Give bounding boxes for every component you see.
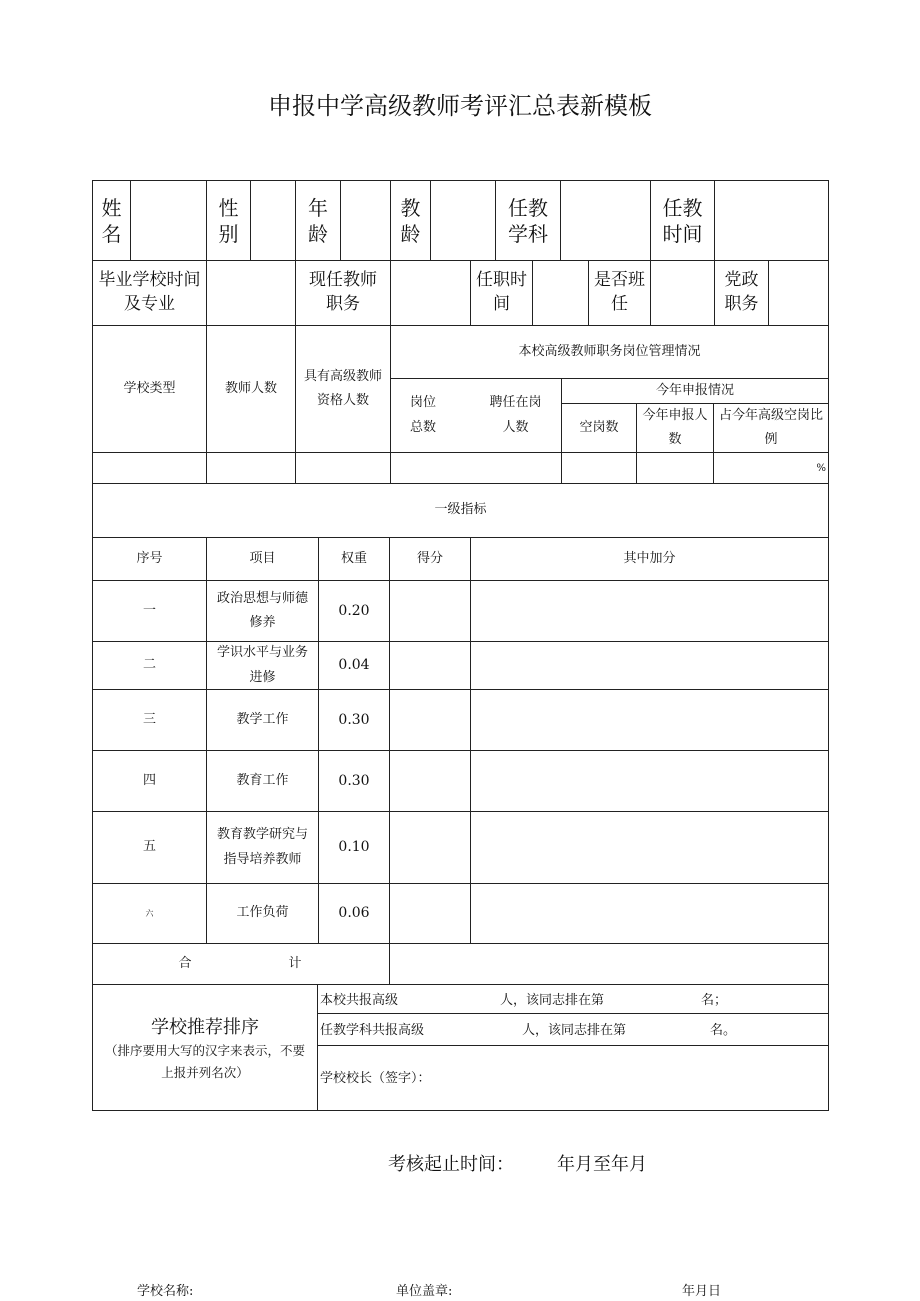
field-teach-time[interactable] bbox=[715, 181, 828, 260]
row-no: 六 bbox=[145, 908, 154, 918]
row-weight: 0.06 bbox=[338, 905, 370, 921]
row-score-field[interactable] bbox=[390, 642, 470, 689]
total-field[interactable] bbox=[390, 944, 828, 984]
label-school-type: 学校类型 bbox=[123, 380, 176, 396]
field-subject[interactable] bbox=[561, 181, 650, 260]
recommend-title: 学校推荐排序 bbox=[151, 1017, 259, 1038]
row-item: 工作负荷 bbox=[236, 905, 289, 921]
label-employed: 聘任在岗 人数 bbox=[489, 395, 542, 435]
col-no: 序号 bbox=[136, 550, 163, 566]
label-gender: 性 别 bbox=[218, 195, 239, 246]
period-label: 考核起止时间： bbox=[388, 1154, 514, 1175]
row-score-field[interactable] bbox=[390, 751, 470, 811]
row-item: 教学工作 bbox=[236, 711, 289, 727]
row-no: 五 bbox=[142, 839, 156, 855]
label-applicants: 今年申报人 数 bbox=[642, 407, 708, 447]
row-bonus-field[interactable] bbox=[471, 581, 828, 641]
line1-part-a: 本校共报高级 bbox=[320, 993, 399, 1008]
principal-signature-field[interactable] bbox=[480, 1060, 820, 1100]
field-appoint-time[interactable] bbox=[533, 261, 588, 325]
col-weight: 权重 bbox=[340, 550, 367, 566]
row-item: 学识水平与业务 进修 bbox=[216, 645, 308, 685]
row-weight: 0.30 bbox=[338, 711, 370, 728]
footer-school-name: 学校名称: bbox=[137, 1284, 194, 1299]
line2-part-c: 名。 bbox=[710, 1023, 737, 1038]
field-age[interactable] bbox=[341, 181, 390, 260]
label-class-teacher: 是否班 任 bbox=[594, 270, 645, 314]
percent-sign: % bbox=[816, 462, 826, 474]
col-item: 项目 bbox=[249, 550, 276, 566]
field-school-major[interactable] bbox=[207, 261, 295, 325]
label-appoint-time: 任职时 间 bbox=[476, 270, 527, 314]
field-name[interactable] bbox=[131, 181, 206, 260]
label-vacant: 空岗数 bbox=[579, 419, 619, 435]
row-bonus-field[interactable] bbox=[471, 642, 828, 689]
row-bonus-field[interactable] bbox=[471, 751, 828, 811]
total-label-b: 计 bbox=[288, 955, 302, 971]
field-teach-age[interactable] bbox=[431, 181, 495, 260]
row-no: 二 bbox=[142, 657, 156, 673]
label-age: 年 龄 bbox=[308, 195, 328, 246]
label-teach-age: 教 龄 bbox=[400, 195, 421, 246]
col-score: 得分 bbox=[416, 550, 443, 566]
field-class-teacher[interactable] bbox=[651, 261, 714, 325]
row-score-field[interactable] bbox=[390, 690, 470, 750]
field-gender[interactable] bbox=[251, 181, 295, 260]
field-school-type[interactable] bbox=[93, 453, 206, 483]
row-bonus-field[interactable] bbox=[471, 884, 828, 943]
indicators-header: 一级指标 bbox=[434, 502, 487, 518]
label-party-post: 党政 职务 bbox=[724, 270, 759, 314]
row-weight: 0.20 bbox=[338, 602, 370, 619]
field-vacant[interactable] bbox=[562, 453, 636, 483]
line1-part-b: 人，该同志排在第 bbox=[500, 993, 605, 1008]
row-weight: 0.04 bbox=[338, 657, 370, 673]
label-name: 姓 名 bbox=[101, 195, 122, 246]
row-score-field[interactable] bbox=[390, 812, 470, 883]
row-weight: 0.10 bbox=[338, 839, 370, 855]
row-weight: 0.30 bbox=[338, 772, 370, 789]
label-this-year: 今年申报情况 bbox=[655, 382, 734, 398]
recommend-note: （排序要用大写的汉字来表示，不要 上报并列名次） bbox=[104, 1043, 305, 1080]
field-senior-qualified[interactable] bbox=[296, 453, 390, 483]
label-teach-time: 任教 时间 bbox=[662, 195, 703, 246]
page-title: 申报中学高级教师考评汇总表新模板 bbox=[268, 92, 652, 120]
row-bonus-field[interactable] bbox=[471, 812, 828, 883]
field-post-total[interactable] bbox=[391, 453, 561, 483]
period-value: 年月至年月 bbox=[557, 1154, 647, 1175]
principal-signature-label: 学校校长（签字）： bbox=[320, 1071, 431, 1086]
row-score-field[interactable] bbox=[390, 884, 470, 943]
row-score-field[interactable] bbox=[390, 581, 470, 641]
label-senior-qualified: 具有高级教师 资格人数 bbox=[303, 368, 382, 408]
row-item: 政治思想与师德 修养 bbox=[216, 590, 308, 630]
label-teacher-count: 教师人数 bbox=[224, 380, 277, 396]
label-subject: 任教 学科 bbox=[508, 195, 548, 246]
col-bonus: 其中加分 bbox=[623, 550, 676, 566]
field-applicants[interactable] bbox=[637, 453, 713, 483]
label-mgmt-header: 本校高级教师职务岗位管理情况 bbox=[518, 343, 701, 359]
label-current-title: 现任教师 职务 bbox=[309, 270, 377, 314]
total-label-a: 合 bbox=[178, 955, 192, 971]
row-bonus-field[interactable] bbox=[471, 690, 828, 750]
line2-part-a: 任教学科共报高级 bbox=[320, 1023, 425, 1038]
line1-part-c: 名； bbox=[701, 993, 728, 1008]
field-party-post[interactable] bbox=[769, 261, 828, 325]
row-no: 一 bbox=[142, 602, 156, 618]
row-no: 四 bbox=[142, 772, 156, 788]
field-teacher-count[interactable] bbox=[207, 453, 295, 483]
line2-part-b: 人，该同志排在第 bbox=[522, 1023, 627, 1038]
footer-seal: 单位盖章: bbox=[396, 1284, 453, 1299]
label-post-total: 岗位 总数 bbox=[409, 395, 436, 435]
field-current-title[interactable] bbox=[391, 261, 470, 325]
row-item: 教育教学研究与 指导培养教师 bbox=[216, 827, 308, 867]
row-item: 教育工作 bbox=[236, 772, 289, 788]
footer-date: 年月日 bbox=[682, 1284, 722, 1299]
label-school-major: 毕业学校时间 及专业 bbox=[98, 270, 201, 314]
label-ratio: 占今年高级空岗比 例 bbox=[718, 407, 823, 447]
row-no: 三 bbox=[142, 711, 156, 727]
field-ratio[interactable] bbox=[714, 453, 828, 483]
